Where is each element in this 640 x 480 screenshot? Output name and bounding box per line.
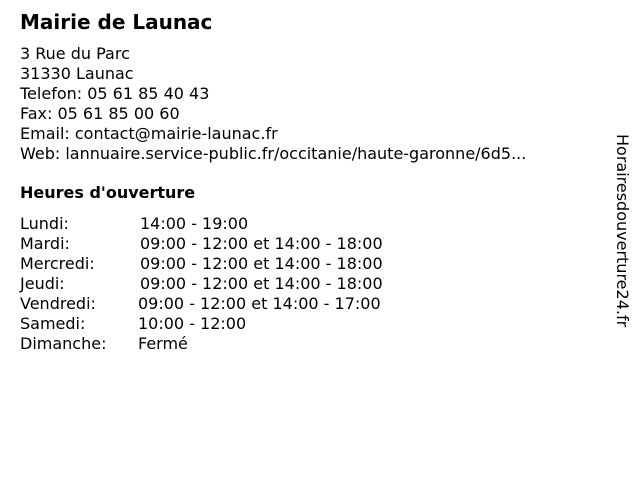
day-label: Jeudi: [20, 274, 65, 293]
day-label: Dimanche: [20, 334, 107, 353]
day-hours: 09:00 - 12:00 et 14:00 - 17:00 [138, 294, 381, 313]
day-hours: 14:00 - 19:00 [140, 214, 249, 233]
phone-number: Telefon: 05 61 85 40 43 [20, 84, 210, 103]
day-label: Samedi: [20, 314, 86, 333]
email-address: Email: contact@mairie-launac.fr [20, 124, 278, 143]
address-street: 3 Rue du Parc [20, 44, 130, 63]
site-watermark: Horairesdouverture24.fr [613, 134, 632, 328]
contact-block [20, 44, 526, 164]
website-link: Web: lannuaire.service-public.fr/occitanie/haute-garonne/6d5... [20, 144, 527, 163]
day-hours: 09:00 - 12:00 et 14:00 - 18:00 [140, 234, 383, 253]
address-city: 31330 Launac [20, 64, 134, 83]
day-label: Mardi: [20, 234, 70, 253]
day-label: Mercredi: [20, 254, 95, 273]
day-label: Vendredi: [20, 294, 96, 313]
page-title: Mairie de Launac [20, 10, 213, 34]
day-hours: 10:00 - 12:00 [138, 314, 247, 333]
day-hours: 09:00 - 12:00 et 14:00 - 18:00 [140, 274, 383, 293]
fax-number: Fax: 05 61 85 00 60 [20, 104, 180, 123]
day-hours: 09:00 - 12:00 et 14:00 - 18:00 [140, 254, 383, 273]
day-hours: Fermé [138, 334, 188, 353]
day-label: Lundi: [20, 214, 69, 233]
opening-hours-heading: Heures d'ouverture [20, 183, 196, 202]
